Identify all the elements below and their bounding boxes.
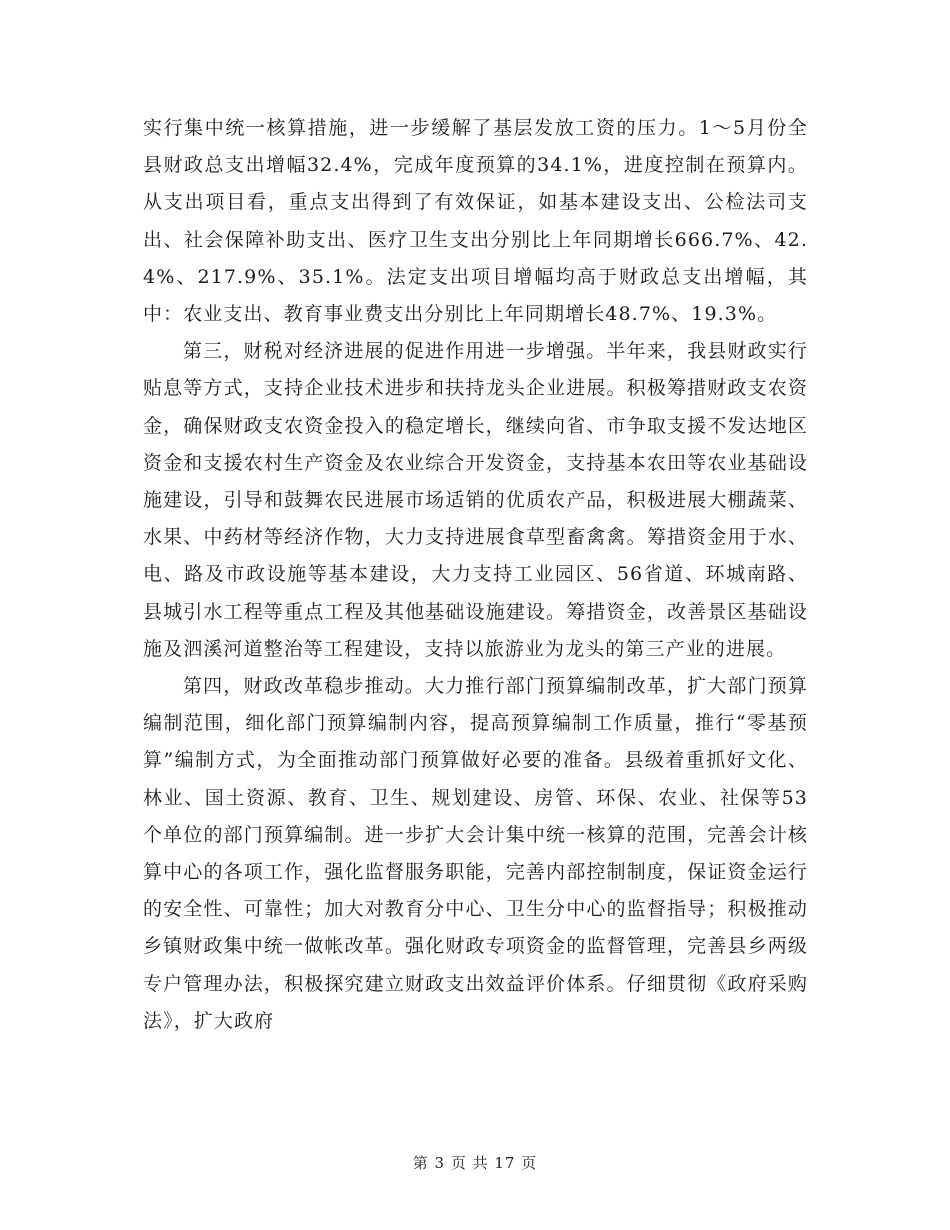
paragraph-third-point: 第三，财税对经济进展的促进作用进一步增强。半年来，我县财政实行贴息等方式，支持企业技术进步和扶持龙头企业进展。积极筹措财政支农资金，确保财政支农资金投入的稳定增长，继续向省、市争取支援不发达地区资金和支援农村生产资金及农业综合开发资金，支持基本农田等农业基础设施建设，引导和鼓舞农民进展市场适销的优质农产品，积极进展大棚蔬菜、水果、中药材等经济作物，大力支持进展食草型畜禽禽。筹措资金用于水、电、路及市政设施等基本建设，大力支持工业园区、56省道、环城南路、县城引水工程等重点工程及其他基础设施建设。筹措资金，改善景区基础设施及泗溪河道整治等工程建设，支持以旅游业为龙头的第三产业的进展。	[143, 340, 808, 660]
document-body	[143, 110, 808, 1040]
paragraph-continued: 实行集中统一核算措施，进一步缓解了基层发放工资的压力。1～5月份全县财政总支出增幅32.4%，完成年度预算的34.1%，进度控制在预算内。从支出项目看，重点支出得到了有效保证，如基本建设支出、公检法司支出、社会保障补助支出、医疗卫生支出分别比上年同期增长666.7%、42.4%、217.9%、35.1%。法定支出项目增幅均高于财政总支出增幅，其中：农业支出、教育事业费支出分别比上年同期增长48.7%、19.3%。	[143, 117, 808, 326]
paragraph-fourth-point: 第四，财政改革稳步推动。大力推行部门预算编制改革，扩大部门预算编制范围，细化部门预算编制内容，提高预算编制工作质量，推行“零基预算”编制方式，为全面推动部门预算做好必要的准备。县级着重抓好文化、林业、国土资源、教育、卫生、规划建设、房管、环保、农业、社保等53个单位的部门预算编制。进一步扩大会计集中统一核算的范围，完善会计核算中心的各项工作，强化监督服务职能，完善内部控制制度，保证资金运行的安全性、可靠性；加大对教育分中心、卫生分中心的监督指导；积极推动乡镇财政集中统一做帐改革。强化财政专项资金的监督管理，完善县乡两级专户管理办法，积极探究建立财政支出效益评价体系。仔细贯彻《政府采购法》，扩大政府	[143, 675, 808, 1032]
page-number-footer: 第 3 页 共 17 页	[412, 1154, 538, 1172]
